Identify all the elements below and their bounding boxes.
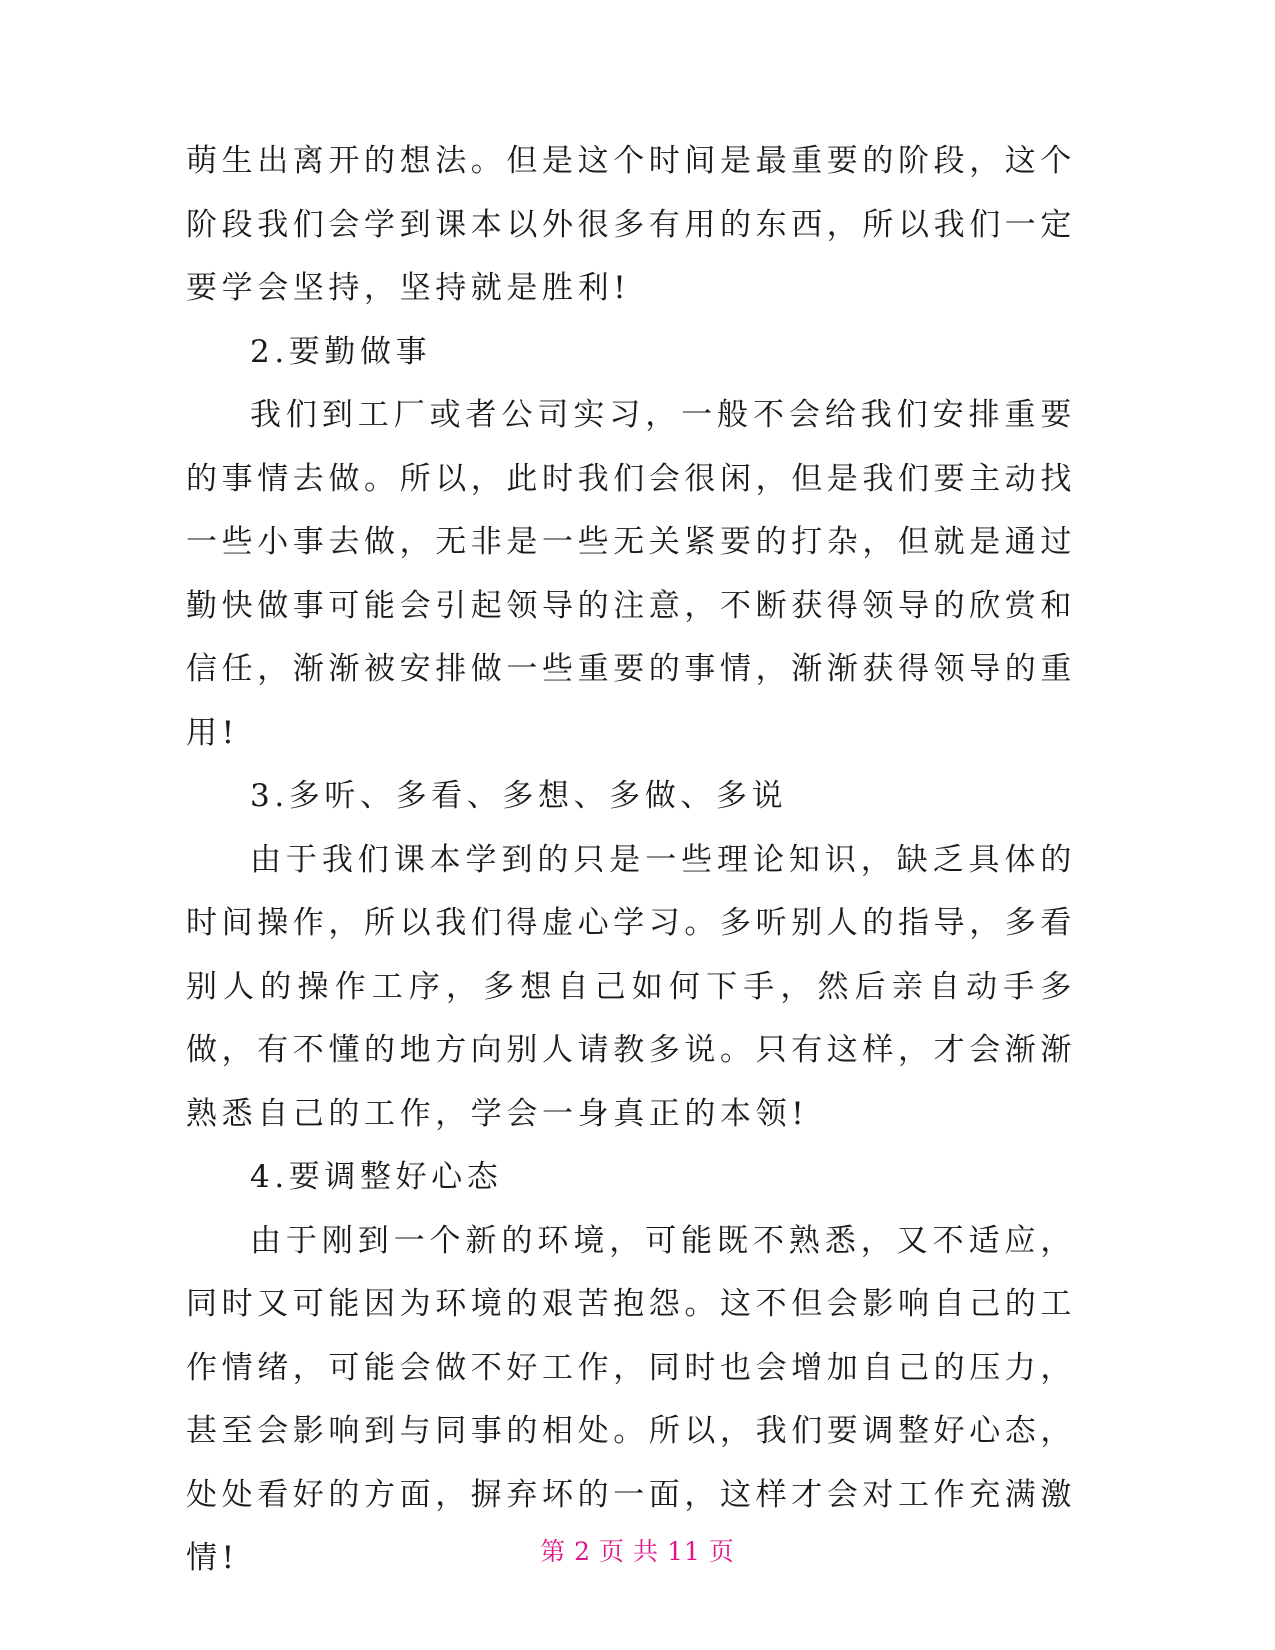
section-heading-4: 4.要调整好心态 [250, 1159, 503, 1195]
section-heading-3: 3.多听、多看、多想、多做、多说 [250, 778, 788, 814]
page-footer [0, 1532, 1275, 1568]
paragraph-continued: 萌生出离开的想法。但是这个时间是最重要的阶段，这个阶段我们会学到课本以外很多有用的东西，所以我们一定要学会坚持，坚持就是胜利! [186, 143, 1076, 306]
paragraph-2: 我们到工厂或者公司实习，一般不会给我们安排重要的事情去做。所以，此时我们会很闲，但是我们要主动找一些小事去做，无非是一些无关紧要的打杂，但就是通过勤快做事可能会引起领导的注意，不断获得领导的欣赏和信任，渐渐被安排做一些重要的事情，渐渐获得领导的重用! [186, 397, 1076, 751]
footer-prefix: 第 [540, 1537, 567, 1566]
footer-total-word: 共 [633, 1537, 660, 1566]
footer-current-page: 2 [574, 1537, 592, 1566]
footer-page-word: 页 [599, 1537, 626, 1566]
document-body [186, 130, 1076, 1591]
footer-total-pages: 11 [667, 1537, 701, 1566]
section-heading-2: 2.要勤做事 [250, 333, 432, 370]
paragraph-3: 由于我们课本学到的只是一些理论知识，缺乏具体的时间操作，所以我们得虚心学习。多听别人的指导，多看别人的操作工序，多想自己如何下手，然后亲自动手多做，有不懂的地方向别人请教多说。只有这样，才会渐渐熟悉自己的工作，学会一身真正的本领! [186, 841, 1076, 1132]
footer-suffix: 页 [708, 1537, 735, 1566]
paragraph-4: 由于刚到一个新的环境，可能既不熟悉，又不适应，同时又可能因为环境的艰苦抱怨。这不但会影响自己的工作情绪，可能会做不好工作，同时也会增加自己的压力，甚至会影响到与同事的相处。所以，我们要调整好心态，处处看好的方面，摒弃坏的一面，这样才会对工作充满激情! [186, 1222, 1076, 1576]
